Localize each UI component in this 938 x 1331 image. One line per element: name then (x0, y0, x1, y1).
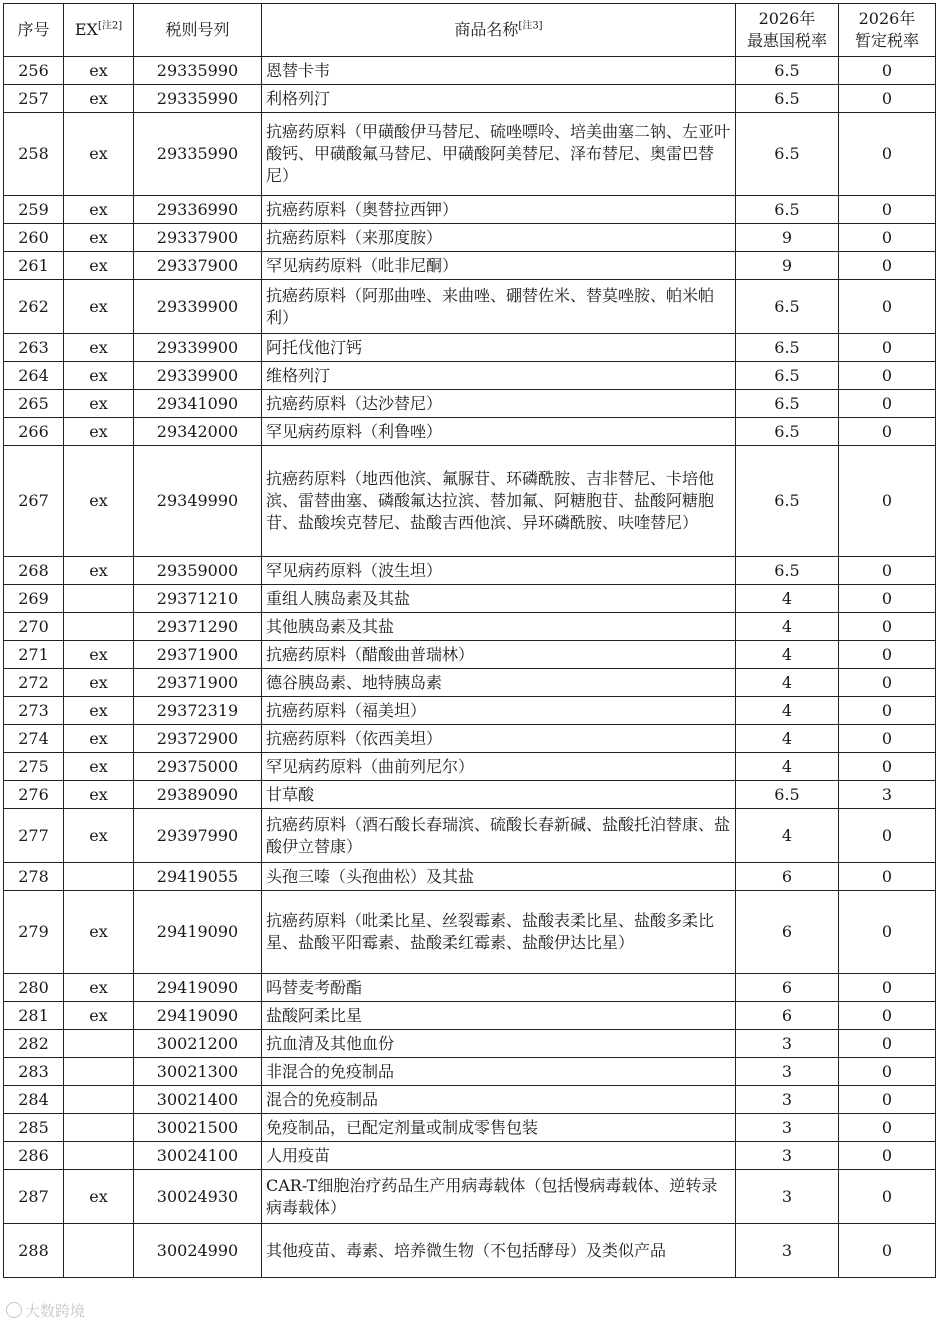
row-code: 29372319 (134, 697, 262, 725)
row-provisional-rate: 0 (839, 863, 936, 891)
table-row (4, 446, 936, 557)
row-name: CAR-T细胞治疗药品生产用病毒载体（包括慢病毒载体、逆转录病毒载体） (262, 1170, 736, 1224)
row-provisional-rate: 0 (839, 613, 936, 641)
row-provisional-rate: 0 (839, 557, 936, 585)
row-name: 头孢三嗪（头孢曲松）及其盐 (262, 863, 736, 891)
row-name: 维格列汀 (262, 362, 736, 390)
row-ex (64, 1058, 134, 1086)
table-row (4, 613, 936, 641)
row-seq: 258 (4, 113, 64, 196)
row-ex: ex (64, 280, 134, 334)
row-mfn-rate: 6.5 (736, 196, 839, 224)
row-provisional-rate: 0 (839, 697, 936, 725)
row-ex (64, 613, 134, 641)
table-row (4, 280, 936, 334)
row-provisional-rate: 0 (839, 585, 936, 613)
row-code: 29419090 (134, 1002, 262, 1030)
row-ex: ex (64, 974, 134, 1002)
row-mfn-rate: 3 (736, 1224, 839, 1278)
row-mfn-rate: 3 (736, 1142, 839, 1170)
row-code: 29375000 (134, 753, 262, 781)
row-name: 混合的免疫制品 (262, 1086, 736, 1114)
row-provisional-rate: 0 (839, 57, 936, 85)
row-provisional-rate: 0 (839, 85, 936, 113)
row-ex (64, 1142, 134, 1170)
row-mfn-rate: 6.5 (736, 57, 839, 85)
row-name: 其他胰岛素及其盐 (262, 613, 736, 641)
row-provisional-rate: 0 (839, 1030, 936, 1058)
row-name: 罕见病药原料（利鲁唑） (262, 418, 736, 446)
row-provisional-rate: 0 (839, 224, 936, 252)
row-mfn-rate: 6 (736, 891, 839, 974)
row-code: 29372900 (134, 725, 262, 753)
row-seq: 266 (4, 418, 64, 446)
row-mfn-rate: 3 (736, 1114, 839, 1142)
table-row (4, 1224, 936, 1278)
table-row (4, 557, 936, 585)
table-row (4, 585, 936, 613)
row-seq: 276 (4, 781, 64, 809)
row-provisional-rate: 0 (839, 1170, 936, 1224)
row-seq: 264 (4, 362, 64, 390)
row-provisional-rate: 0 (839, 362, 936, 390)
row-mfn-rate: 6.5 (736, 113, 839, 196)
row-mfn-rate: 6.5 (736, 85, 839, 113)
row-code: 29339900 (134, 280, 262, 334)
row-code: 29349990 (134, 446, 262, 557)
row-ex: ex (64, 697, 134, 725)
row-name: 恩替卡韦 (262, 57, 736, 85)
row-ex: ex (64, 891, 134, 974)
row-seq: 278 (4, 863, 64, 891)
row-seq: 261 (4, 252, 64, 280)
row-ex: ex (64, 1170, 134, 1224)
row-provisional-rate: 0 (839, 390, 936, 418)
table-row (4, 252, 936, 280)
row-mfn-rate: 6 (736, 1002, 839, 1030)
table-row (4, 781, 936, 809)
row-name: 免疫制品，已配定剂量或制成零售包装 (262, 1114, 736, 1142)
row-ex (64, 863, 134, 891)
tariff-table (3, 3, 936, 1278)
row-seq: 275 (4, 753, 64, 781)
row-provisional-rate: 0 (839, 1058, 936, 1086)
table-row (4, 390, 936, 418)
table-row (4, 809, 936, 863)
row-seq: 288 (4, 1224, 64, 1278)
row-ex: ex (64, 725, 134, 753)
row-mfn-rate: 6 (736, 863, 839, 891)
row-ex: ex (64, 809, 134, 863)
row-code: 29341090 (134, 390, 262, 418)
row-provisional-rate: 0 (839, 1224, 936, 1278)
row-code: 29336990 (134, 196, 262, 224)
row-seq: 260 (4, 224, 64, 252)
row-name: 罕见病药原料（波生坦） (262, 557, 736, 585)
row-provisional-rate: 0 (839, 809, 936, 863)
table-row (4, 669, 936, 697)
row-provisional-rate: 0 (839, 1114, 936, 1142)
header-code: 税则号列 (134, 4, 262, 57)
row-seq: 263 (4, 334, 64, 362)
row-provisional-rate: 0 (839, 1086, 936, 1114)
header-row (4, 4, 936, 57)
table-row (4, 1002, 936, 1030)
table-row (4, 863, 936, 891)
row-mfn-rate: 4 (736, 725, 839, 753)
row-mfn-rate: 3 (736, 1086, 839, 1114)
row-name: 其他疫苗、毒素、培养微生物（不包括酵母）及类似产品 (262, 1224, 736, 1278)
row-seq: 274 (4, 725, 64, 753)
row-seq: 259 (4, 196, 64, 224)
row-name: 抗癌药原料（阿那曲唑、来曲唑、硼替佐米、替莫唑胺、帕米帕利） (262, 280, 736, 334)
row-ex: ex (64, 252, 134, 280)
row-ex: ex (64, 1002, 134, 1030)
table-row (4, 641, 936, 669)
row-provisional-rate: 3 (839, 781, 936, 809)
row-seq: 277 (4, 809, 64, 863)
row-seq: 271 (4, 641, 64, 669)
row-ex: ex (64, 334, 134, 362)
row-code: 30021200 (134, 1030, 262, 1058)
header-mfn: 2026年 最惠国税率 (736, 4, 839, 57)
row-mfn-rate: 4 (736, 585, 839, 613)
row-name: 人用疫苗 (262, 1142, 736, 1170)
row-name: 阿托伐他汀钙 (262, 334, 736, 362)
row-name: 重组人胰岛素及其盐 (262, 585, 736, 613)
row-name: 德谷胰岛素、地特胰岛素 (262, 669, 736, 697)
row-mfn-rate: 4 (736, 809, 839, 863)
header-name: 商品名称[注3] (262, 4, 736, 57)
row-seq: 262 (4, 280, 64, 334)
table-row (4, 334, 936, 362)
watermark-logo-icon (6, 1302, 22, 1318)
row-provisional-rate: 0 (839, 669, 936, 697)
row-provisional-rate: 0 (839, 196, 936, 224)
row-mfn-rate: 6.5 (736, 334, 839, 362)
header-name-note: [注3] (518, 20, 543, 32)
table-row (4, 1086, 936, 1114)
header-ex: EX[注2] (64, 4, 134, 57)
row-provisional-rate: 0 (839, 753, 936, 781)
row-provisional-rate: 0 (839, 641, 936, 669)
row-seq: 279 (4, 891, 64, 974)
row-seq: 284 (4, 1086, 64, 1114)
row-provisional-rate: 0 (839, 280, 936, 334)
row-provisional-rate: 0 (839, 446, 936, 557)
row-ex: ex (64, 418, 134, 446)
table-row (4, 418, 936, 446)
row-name: 抗血清及其他血份 (262, 1030, 736, 1058)
table-row (4, 725, 936, 753)
row-code: 29419090 (134, 891, 262, 974)
row-seq: 285 (4, 1114, 64, 1142)
row-code: 29419055 (134, 863, 262, 891)
table-row (4, 697, 936, 725)
row-seq: 282 (4, 1030, 64, 1058)
row-provisional-rate: 0 (839, 252, 936, 280)
row-ex: ex (64, 224, 134, 252)
row-provisional-rate: 0 (839, 113, 936, 196)
row-name: 利格列汀 (262, 85, 736, 113)
row-ex: ex (64, 446, 134, 557)
row-code: 29389090 (134, 781, 262, 809)
row-code: 29337900 (134, 224, 262, 252)
row-seq: 270 (4, 613, 64, 641)
header-provisional: 2026年 暂定税率 (839, 4, 936, 57)
row-seq: 273 (4, 697, 64, 725)
row-provisional-rate: 0 (839, 334, 936, 362)
table-row (4, 753, 936, 781)
row-code: 29337900 (134, 252, 262, 280)
row-mfn-rate: 6.5 (736, 446, 839, 557)
row-seq: 256 (4, 57, 64, 85)
row-code: 29371900 (134, 669, 262, 697)
row-seq: 287 (4, 1170, 64, 1224)
table-row (4, 113, 936, 196)
table-row (4, 891, 936, 974)
table-row (4, 85, 936, 113)
row-code: 29397990 (134, 809, 262, 863)
table-row (4, 974, 936, 1002)
row-name: 罕见病药原料（吡非尼酮） (262, 252, 736, 280)
row-mfn-rate: 6.5 (736, 280, 839, 334)
row-mfn-rate: 9 (736, 224, 839, 252)
row-provisional-rate: 0 (839, 974, 936, 1002)
row-code: 29371900 (134, 641, 262, 669)
row-ex: ex (64, 196, 134, 224)
row-code: 30021400 (134, 1086, 262, 1114)
row-provisional-rate: 0 (839, 1142, 936, 1170)
row-mfn-rate: 6 (736, 974, 839, 1002)
row-seq: 257 (4, 85, 64, 113)
table-row (4, 1058, 936, 1086)
row-name: 抗癌药原料（奥替拉西钾） (262, 196, 736, 224)
row-ex (64, 1030, 134, 1058)
row-provisional-rate: 0 (839, 725, 936, 753)
table-row (4, 1142, 936, 1170)
row-code: 30024100 (134, 1142, 262, 1170)
row-provisional-rate: 0 (839, 1002, 936, 1030)
table-row (4, 1170, 936, 1224)
row-name: 盐酸阿柔比星 (262, 1002, 736, 1030)
row-mfn-rate: 6.5 (736, 418, 839, 446)
row-name: 抗癌药原料（甲磺酸伊马替尼、硫唑嘌呤、培美曲塞二钠、左亚叶酸钙、甲磺酸氟马替尼、甲磺酸阿美替尼、泽布替尼、奥雷巴替尼） (262, 113, 736, 196)
row-code: 29371290 (134, 613, 262, 641)
row-ex: ex (64, 362, 134, 390)
row-code: 29342000 (134, 418, 262, 446)
row-code: 30024930 (134, 1170, 262, 1224)
row-ex: ex (64, 390, 134, 418)
row-code: 29339900 (134, 362, 262, 390)
row-code: 29359000 (134, 557, 262, 585)
row-seq: 265 (4, 390, 64, 418)
row-name: 抗癌药原料（达沙替尼） (262, 390, 736, 418)
header-ex-note: [注2] (97, 20, 123, 32)
row-code: 30024990 (134, 1224, 262, 1278)
row-name: 抗癌药原料（吡柔比星、丝裂霉素、盐酸表柔比星、盐酸多柔比星、盐酸平阳霉素、盐酸柔红霉素、盐酸伊达比星） (262, 891, 736, 974)
row-provisional-rate: 0 (839, 418, 936, 446)
row-name: 抗癌药原料（醋酸曲普瑞林） (262, 641, 736, 669)
header-seq: 序号 (4, 4, 64, 57)
row-name: 吗替麦考酚酯 (262, 974, 736, 1002)
row-ex: ex (64, 641, 134, 669)
row-code: 30021500 (134, 1114, 262, 1142)
row-seq: 286 (4, 1142, 64, 1170)
row-seq: 267 (4, 446, 64, 557)
row-name: 甘草酸 (262, 781, 736, 809)
row-mfn-rate: 3 (736, 1030, 839, 1058)
row-mfn-rate: 4 (736, 697, 839, 725)
row-mfn-rate: 9 (736, 252, 839, 280)
row-seq: 268 (4, 557, 64, 585)
row-mfn-rate: 6.5 (736, 390, 839, 418)
row-code: 29419090 (134, 974, 262, 1002)
table-row (4, 57, 936, 85)
table-row (4, 1114, 936, 1142)
row-ex: ex (64, 753, 134, 781)
row-seq: 280 (4, 974, 64, 1002)
row-name: 非混合的免疫制品 (262, 1058, 736, 1086)
table-row (4, 362, 936, 390)
table-row (4, 196, 936, 224)
row-name: 抗癌药原料（依西美坦） (262, 725, 736, 753)
row-code: 29371210 (134, 585, 262, 613)
row-mfn-rate: 4 (736, 613, 839, 641)
row-mfn-rate: 3 (736, 1058, 839, 1086)
row-mfn-rate: 6.5 (736, 362, 839, 390)
row-ex (64, 585, 134, 613)
row-name: 抗癌药原料（地西他滨、氟脲苷、环磷酰胺、吉非替尼、卡培他滨、雷替曲塞、磷酸氟达拉滨、替加氟、阿糖胞苷、盐酸阿糖胞苷、盐酸埃克替尼、盐酸吉西他滨、异环磷酰胺、呋喹替尼） (262, 446, 736, 557)
row-ex: ex (64, 669, 134, 697)
row-code: 29335990 (134, 113, 262, 196)
row-mfn-rate: 4 (736, 753, 839, 781)
row-ex (64, 1114, 134, 1142)
row-mfn-rate: 6.5 (736, 781, 839, 809)
watermark: 大数跨境 (6, 1300, 85, 1321)
row-code: 29335990 (134, 57, 262, 85)
row-ex: ex (64, 57, 134, 85)
row-code: 30021300 (134, 1058, 262, 1086)
row-provisional-rate: 0 (839, 891, 936, 974)
row-seq: 269 (4, 585, 64, 613)
row-ex: ex (64, 85, 134, 113)
row-ex: ex (64, 113, 134, 196)
row-code: 29339900 (134, 334, 262, 362)
row-seq: 283 (4, 1058, 64, 1086)
row-name: 抗癌药原料（福美坦） (262, 697, 736, 725)
row-mfn-rate: 4 (736, 669, 839, 697)
table-row (4, 224, 936, 252)
row-mfn-rate: 6.5 (736, 557, 839, 585)
row-mfn-rate: 3 (736, 1170, 839, 1224)
row-ex (64, 1224, 134, 1278)
row-code: 29335990 (134, 85, 262, 113)
row-mfn-rate: 4 (736, 641, 839, 669)
row-ex (64, 1086, 134, 1114)
row-name: 抗癌药原料（酒石酸长春瑞滨、硫酸长春新碱、盐酸托泊替康、盐酸伊立替康） (262, 809, 736, 863)
row-ex: ex (64, 557, 134, 585)
table-row (4, 1030, 936, 1058)
row-ex: ex (64, 781, 134, 809)
row-name: 抗癌药原料（来那度胺） (262, 224, 736, 252)
row-seq: 272 (4, 669, 64, 697)
row-seq: 281 (4, 1002, 64, 1030)
row-name: 罕见病药原料（曲前列尼尔） (262, 753, 736, 781)
